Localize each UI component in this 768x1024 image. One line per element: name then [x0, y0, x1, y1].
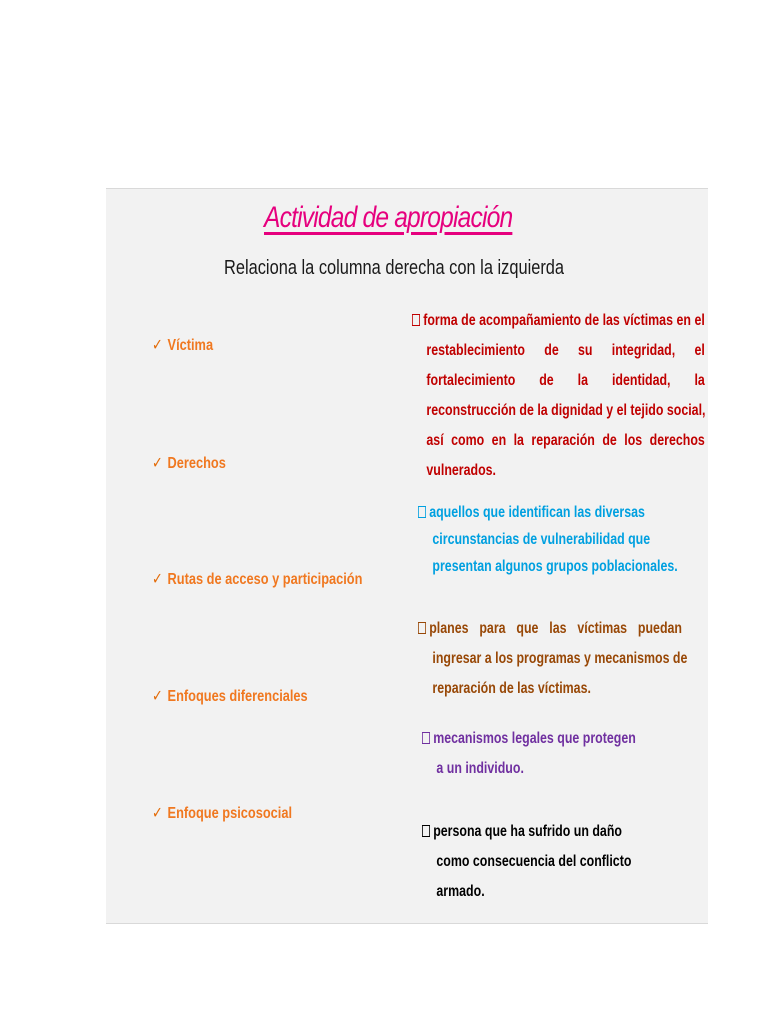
- instructions-subtitle: Relaciona la columna derecha con la izquierda: [224, 257, 565, 279]
- page-title: Actividad de apropiación: [264, 201, 513, 234]
- left-item-label: Rutas de acceso y participación: [167, 571, 363, 588]
- definition-rutas: [418, 614, 688, 704]
- activity-slide: [106, 188, 708, 924]
- checkmark-icon: ✓: [152, 805, 163, 822]
- definition-line: mecanismos legales que protegen: [422, 724, 646, 754]
- definition-enfoques-diferenciales: [418, 499, 678, 580]
- definition-line: planes para que las víctimas puedan: [418, 614, 682, 644]
- definition-line: circunstancias de vulnerabilidad que: [432, 531, 651, 548]
- definition-line: presentan algunos grupos poblacionales.: [432, 558, 678, 575]
- left-item-label: Enfoques diferenciales: [167, 688, 308, 705]
- checkbox-icon: [412, 314, 420, 326]
- definition-line: como consecuencia del conflicto: [436, 853, 632, 870]
- left-item-label: Víctima: [167, 337, 214, 354]
- left-item-enfoques-diferenciales: [152, 686, 308, 706]
- left-item-label: Enfoque psicosocial: [167, 805, 292, 822]
- checkmark-icon: ✓: [152, 688, 163, 705]
- definition-line: reparación de las víctimas.: [432, 680, 591, 697]
- definition-line: vulnerados.: [426, 462, 496, 479]
- left-item-derechos: [152, 453, 226, 473]
- checkmark-icon: ✓: [152, 455, 163, 472]
- definition-line: restablecimiento de su integridad, el: [426, 342, 705, 359]
- definition-line: así como en la reparación de los derechos: [426, 432, 705, 449]
- checkmark-icon: ✓: [152, 571, 163, 588]
- definition-victima: [422, 817, 646, 907]
- definition-line: reconstrucción de la dignidad y el tejido social,: [426, 402, 706, 419]
- checkmark-icon: ✓: [152, 337, 163, 354]
- checkbox-icon: [418, 622, 426, 634]
- definition-line: persona que ha sufrido un daño: [422, 817, 646, 847]
- definition-line: forma de acompañamiento de las víctimas en el: [412, 306, 705, 336]
- definition-psicosocial: [412, 306, 705, 486]
- left-item-victima: [152, 335, 213, 355]
- definition-line: fortalecimiento de la identidad, la: [426, 372, 705, 389]
- definition-line: a un individuo.: [436, 760, 524, 777]
- checkbox-icon: [418, 506, 426, 518]
- left-item-label: Derechos: [167, 455, 226, 472]
- definition-line: ingresar a los programas y mecanismos de: [432, 650, 688, 667]
- definition-line: aquellos que identifican las diversas: [418, 499, 658, 526]
- checkbox-icon: [422, 732, 430, 744]
- left-item-enfoque-psicosocial: [152, 803, 292, 823]
- checkbox-icon: [422, 825, 430, 837]
- definition-derechos: [422, 724, 646, 784]
- left-item-rutas: [152, 569, 362, 589]
- definition-line: armado.: [436, 883, 485, 900]
